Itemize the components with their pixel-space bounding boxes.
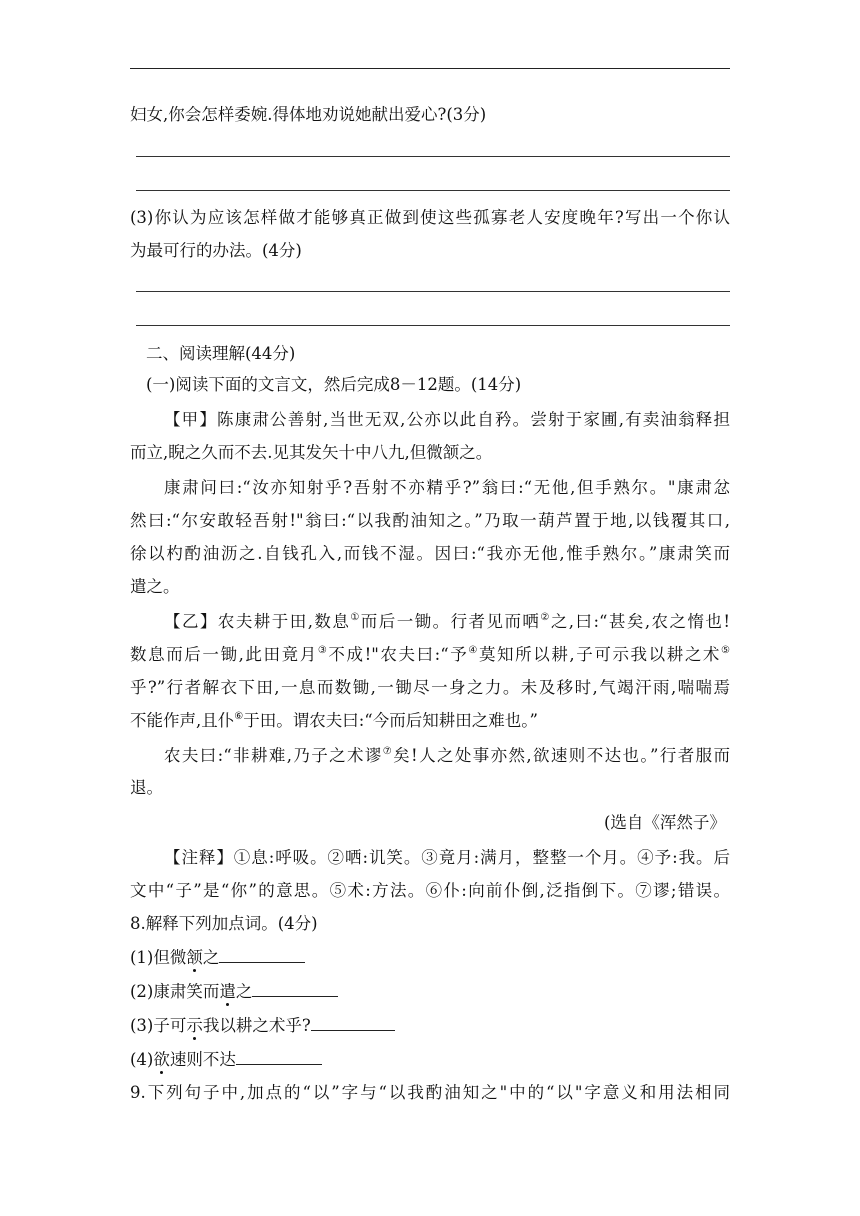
footnote-marker: ④ — [468, 645, 479, 656]
passage-yi-line: 乎?”行者解衣下田,一息而数锄,一锄尽一身之力。未及移时,气竭汗雨,喘喘焉 — [130, 678, 730, 697]
answer-blank[interactable] — [252, 980, 338, 997]
question-8-item: (4)欲速则不达 — [130, 1048, 730, 1072]
passage-jia-line: 遣之。 — [130, 577, 180, 596]
passage-yi-line: 农夫曰:“非耕难,乃子之术谬⑦矣!人之处事亦然,欲速则不达也。”行者服而 — [164, 746, 730, 765]
question-8-stem: 8.解释下列加点词。(4分) — [130, 914, 318, 933]
notes-line: 【注释】①息:呼吸。②哂:讥笑。③竟月:满月，整整一个月。④予:我。后 — [164, 848, 730, 867]
passage-jia-line: 徐以杓酌油沥之.自钱孔入,而钱不湿。因曰:“我亦无他,惟手熟尔。”康肃笑而 — [130, 544, 730, 563]
part-heading: (一)阅读下面的文言文，然后完成8－12题。(14分) — [146, 375, 522, 394]
passage-jia-line: 【甲】陈康肃公善射,当世无双,公亦以此自矜。尝射于家圃,有卖油翁释担 — [164, 410, 730, 429]
footnote-marker: ⑦ — [382, 746, 394, 757]
passage-jia-line: 康肃问曰:“汝亦知射乎?吾射不亦精乎?”翁曰:“无他,但手熟尔。"康肃忿 — [164, 478, 730, 497]
passage-yi-line: 不能作声,且仆⑥于田。谓农夫曰:“今而后知耕田之难也。” — [130, 711, 538, 730]
source-citation: (选自《浑然子》 — [604, 813, 726, 832]
answer-line — [136, 291, 730, 292]
footnote-marker: ⑤ — [721, 645, 731, 656]
footnote-marker: ③ — [317, 645, 329, 656]
passage-yi-line: 数息而后一锄,此田竟月③不成!"农夫曰:“予④莫知所以耕,子可示我以耕之术⑤ — [130, 645, 731, 664]
question-8-item: (3)子可示我以耕之术乎? — [130, 1014, 730, 1038]
answer-blank[interactable] — [311, 1014, 395, 1031]
top-rule — [130, 68, 730, 69]
passage-jia-line: 而立,睨之久而不去.见其发矢十中八九,但微颔之。 — [130, 443, 493, 462]
passage-yi-line: 【乙】农夫耕于田,数息①而后一锄。行者见而哂②之,曰:“甚矣,农之惰也! — [164, 612, 731, 631]
answer-line — [136, 190, 730, 191]
answer-blank[interactable] — [219, 946, 305, 963]
question-3-line-2: 为最可行的办法。(4分) — [130, 241, 302, 260]
footnote-marker: ① — [350, 612, 361, 623]
question-9-stem: 9.下列句子中,加点的“以”字与“以我酌油知之"中的“以"字意义和用法相同 — [130, 1083, 730, 1102]
question-3-line-1: (3)你认为应该怎样做才能够真正做到使这些孤寡老人安度晚年?写出一个你认 — [130, 208, 730, 227]
question-continuation: 妇女,你会怎样委婉.得体地劝说她献出爱心?(3分) — [130, 105, 487, 124]
section-heading: 二、阅读理解(44分) — [146, 344, 296, 363]
question-8-item: (1)但微颔之 — [130, 946, 730, 970]
question-8-item: (2)康肃笑而遣之 — [130, 980, 730, 1004]
notes-line: 文中“子”是“你”的意思。⑤术:方法。⑥仆:向前仆倒,泛指倒下。⑦谬;错误。 — [130, 881, 730, 900]
answer-line — [136, 156, 730, 157]
passage-yi-line: 退。 — [130, 778, 163, 797]
answer-line — [136, 325, 730, 326]
footnote-marker: ⑥ — [234, 711, 244, 722]
footnote-marker: ② — [540, 612, 551, 623]
answer-blank[interactable] — [236, 1048, 322, 1065]
passage-jia-line: 然曰:“尔安敢轻吾射!"翁曰:“以我酌油知之。”乃取一葫芦置于地,以钱覆其口, — [130, 511, 730, 530]
